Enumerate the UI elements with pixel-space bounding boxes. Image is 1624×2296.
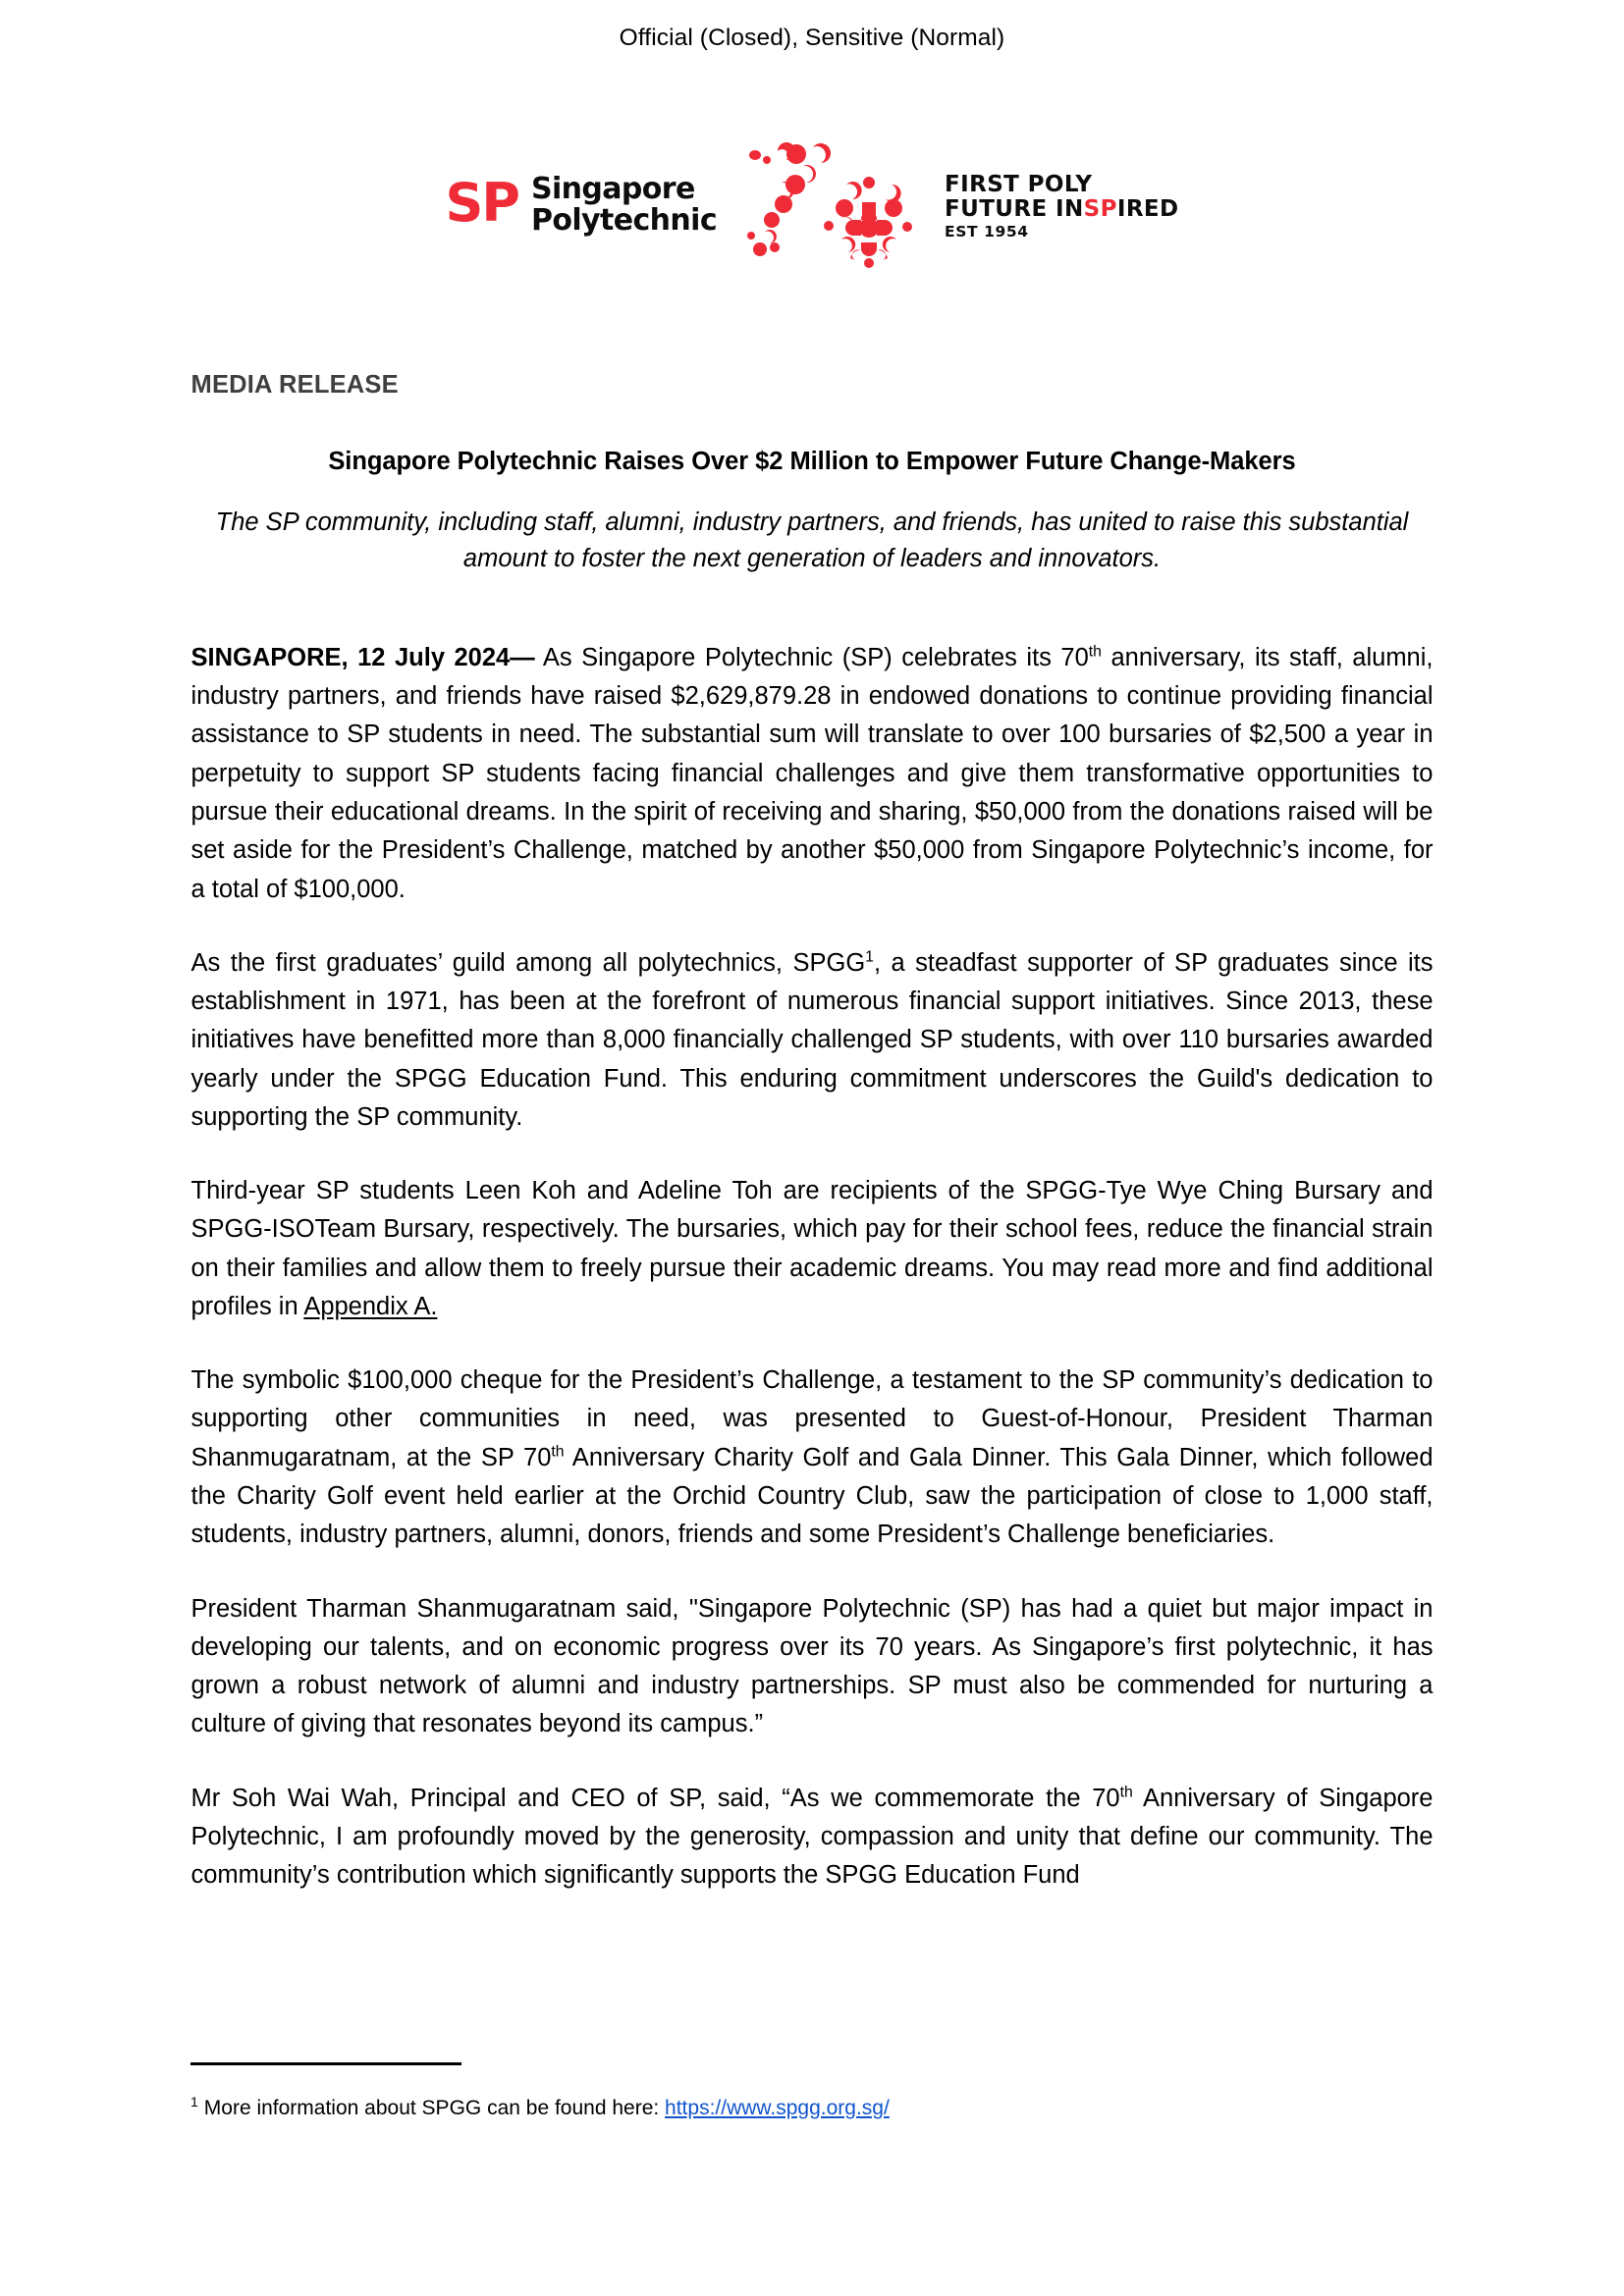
footnote-zone xyxy=(0,2002,1624,2296)
dateline: SINGAPORE, 12 July 2024— xyxy=(190,643,535,671)
ordinal-suffix: th xyxy=(1119,1784,1133,1801)
paragraph-2-text-b: , a steadfast supporter of SP graduates since its establishment in 1971, has been at the forefront of numerous financial support initiatives. Since 2013, these initiatives have benefitted more than 8,000 financially challenged SP students, with over 110 bursaries awarded yearly under the SPGG Education Fund. This enduring commitment underscores the Guild's dedication to supporting the SP community. xyxy=(190,948,1434,1131)
paragraph-6-text-a: Mr Soh Wai Wah, Principal and CEO of SP, said, “As we commemorate the 70 xyxy=(190,1784,1120,1812)
footnote-text: More information about SPGG can be found here: xyxy=(197,2097,666,2119)
footnote-separator xyxy=(190,2062,461,2065)
tagline-line-3: EST 1954 xyxy=(945,223,1029,241)
paragraph-1-text-a: As Singapore Polytechnic (SP) celebrates its 70 xyxy=(534,643,1089,671)
paragraph-4-text-a: The symbolic $100,000 cheque for the President’s Challenge, a testament to the SP community’s dedication to supporting other communities in need, was presented to Guest-of-Honour, President Tharman Shanmugaratnam, at the SP 70 xyxy=(190,1366,1434,1471)
paragraph-3-text: Third-year SP students Leen Koh and Adeline Toh are recipients of the SPGG-Tye Wye Ching Bursary and SPGG-ISOTeam Bursary, respectively. The bursaries, which pay for their school fees, reduce the financial strain on their families and allow them to freely pursue their academic dreams. You may read more and find additional profiles in xyxy=(190,1177,1434,1320)
appendix-a-link[interactable]: Appendix A. xyxy=(303,1292,438,1320)
paragraph-6 xyxy=(191,1780,1434,1896)
spgg-website-link[interactable]: https://www.spgg.org.sg/ xyxy=(665,2097,890,2119)
classification-header: Official (Closed), Sensitive (Normal) xyxy=(619,25,1005,51)
paragraph-5: President Tharman Shanmugaratnam said, "Singapore Polytechnic (SP) has had a quiet but major impact in developing our talents, and on economic progress over its 70 years. As Singapore’s first polytechnic, it has grown a robust network of alumni and industry partnerships. SP must also be commended for nurturing a culture of giving that resonates beyond its campus.” xyxy=(190,1594,1434,1738)
paragraph-1-text-b: anniversary, its staff, alumni, industry partners, and friends have raised $2,629,879.28 in endowed donations to continue providing financial assistance to SP students in need. The substantial sum will translate to over 100 bursaries of $2,500 a year in perpetuity to support SP students facing financial challenges and give them transformative opportunities to pursue their educational dreams. In the spirit of receiving and sharing, $50,000 from the donations raised will be set aside for the President’s Challenge, matched by another $50,000 from Singapore Polytechnic’s income, for a total of $100,000. xyxy=(190,643,1434,903)
footnote-marker: 1 xyxy=(190,2095,198,2110)
tagline-line-2-pre: FUTURE IN xyxy=(945,195,1084,222)
tagline-line-2-post: IRED xyxy=(1116,195,1179,222)
page-title: Singapore Polytechnic Raises Over $2 Million to Empower Future Change-Makers xyxy=(328,447,1296,475)
paragraph-1 xyxy=(191,639,1434,909)
seventy-dots-icon xyxy=(742,141,929,269)
sp-wordmark-line2: Polytechnic xyxy=(530,202,718,238)
sp-wordmark xyxy=(530,172,718,238)
tagline-line-2 xyxy=(945,197,1179,222)
sp-monogram-icon: SP xyxy=(445,172,518,234)
tagline-line-1: FIRST POLY xyxy=(945,171,1093,197)
paragraph-2 xyxy=(191,944,1434,1137)
sp-wordmark-line1: Singapore xyxy=(530,172,695,207)
footnote-reference[interactable]: 1 xyxy=(865,948,874,966)
media-release-label: MEDIA RELEASE xyxy=(190,370,399,399)
paragraph-3 xyxy=(191,1172,1434,1326)
paragraph-4 xyxy=(191,1362,1434,1554)
logo-band xyxy=(0,141,1624,269)
ordinal-suffix: th xyxy=(551,1443,565,1461)
tagline-line-2-highlight: SP xyxy=(1083,195,1117,222)
anniversary-tagline xyxy=(945,169,1179,240)
paragraph-6-text-b: Anniversary of Singapore Polytechnic, I am profoundly moved by the generosity, compassion and unity that define our community. The community’s contribution which significantly supports the SPGG Education Fund xyxy=(190,1784,1434,1890)
paragraph-4-text-b: Anniversary Charity Golf and Gala Dinner. This Gala Dinner, which followed the Charity Golf event held earlier at the Orchid Country Club, saw the participation of close to 1,000 staff, students, industry partners, alumni, donors, friends and some President’s Challenge beneficiaries. xyxy=(190,1443,1434,1549)
sp-logo xyxy=(445,172,718,238)
document-subheading: The SP community, including staff, alumni, industry partners, and friends, has united to raise this substantial amount to foster the next generation of leaders and innovators. xyxy=(215,507,1409,572)
anniversary-logo xyxy=(742,141,1179,269)
footnote-1 xyxy=(190,2094,890,2122)
document-content xyxy=(191,371,1434,1896)
ordinal-suffix: th xyxy=(1088,643,1102,661)
paragraph-2-text-a: As the first graduates’ guild among all polytechnics, SPGG xyxy=(190,948,866,977)
